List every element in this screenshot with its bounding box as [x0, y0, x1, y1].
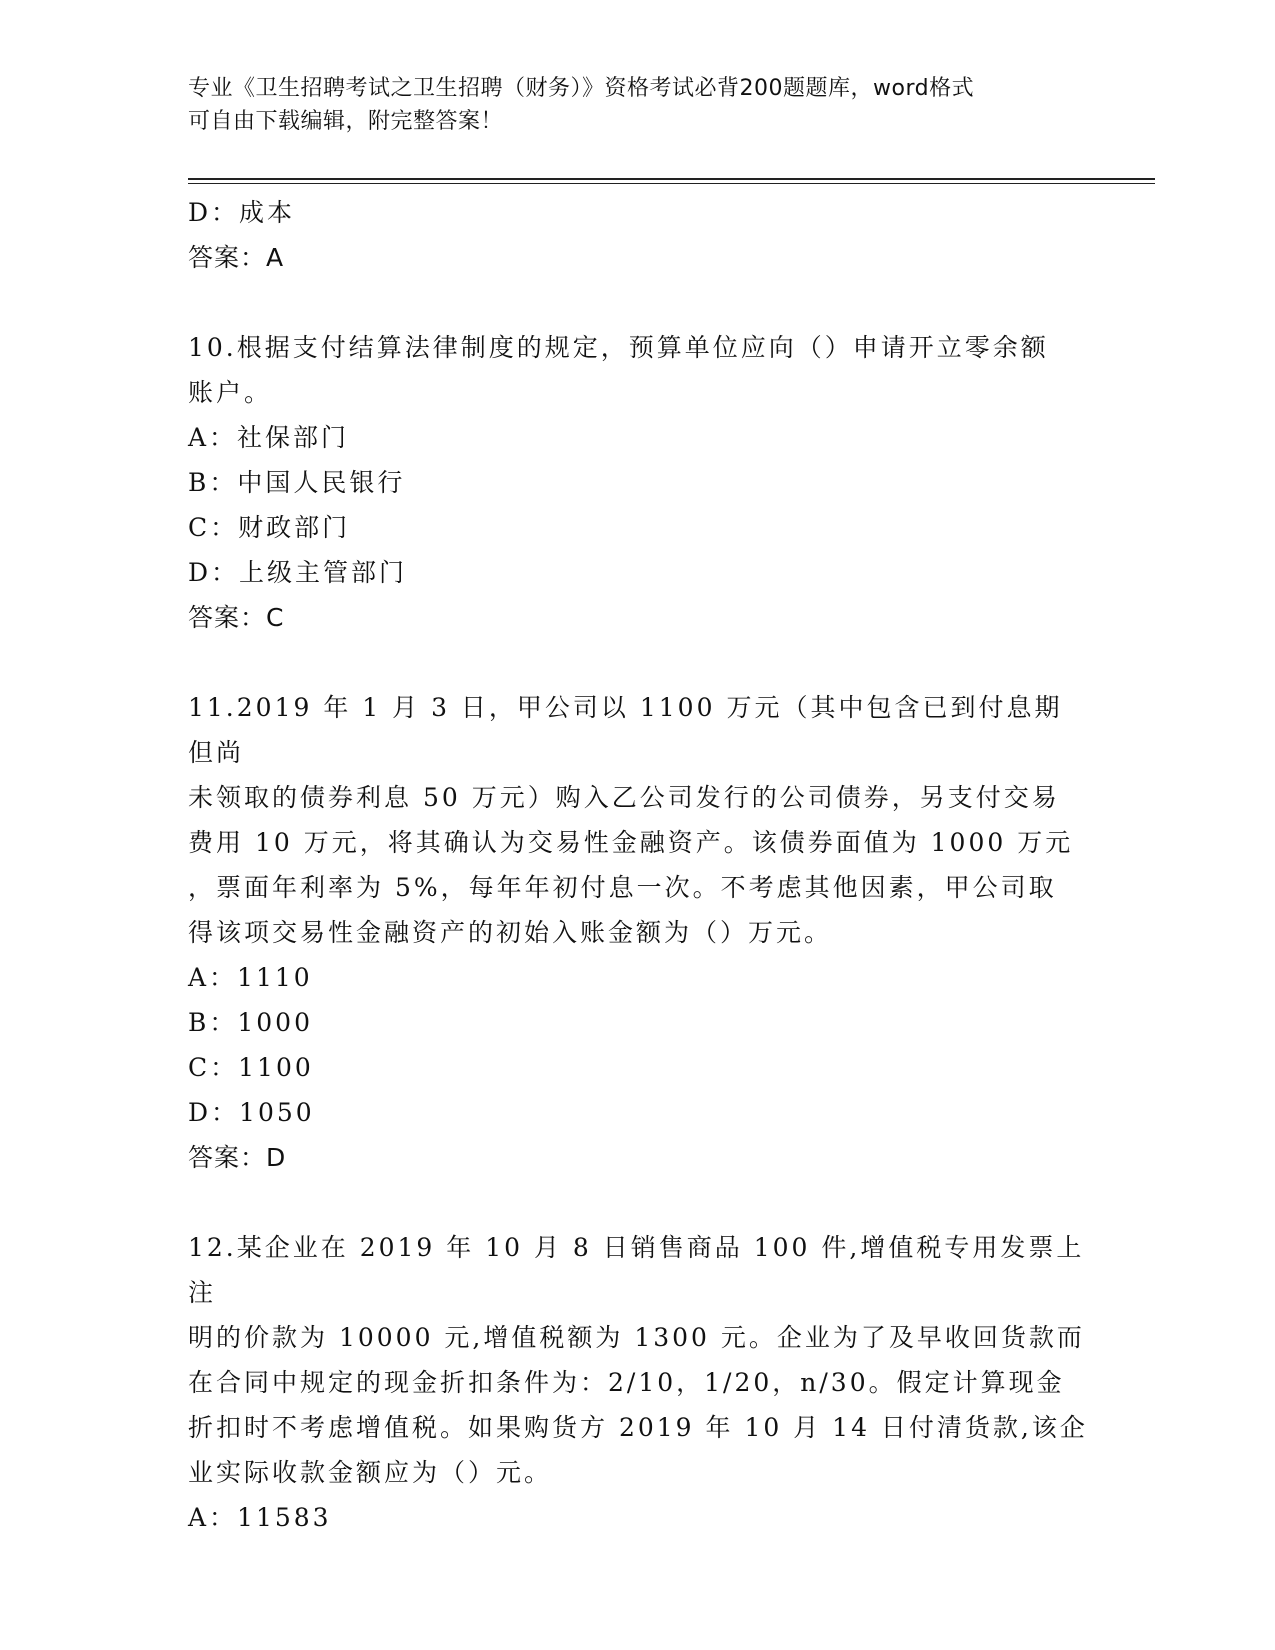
question-9-tail: [188, 190, 1088, 280]
page-header: [188, 72, 1068, 138]
question-stem-line: 11.2019 年 1 月 3 日，甲公司以 1100 万元（其中包含已到付息期但尚: [188, 693, 1063, 767]
question-10: [188, 325, 1088, 640]
question-stem-line: 未领取的债券利息 50 万元）购入乙公司发行的公司债券，另支付交易: [188, 783, 1060, 812]
option-a: A：1110: [188, 963, 313, 992]
header-divider-thick: [188, 178, 1155, 180]
spacer: [188, 640, 1088, 685]
option-c: C：1100: [188, 1053, 314, 1082]
option-a: A：社保部门: [188, 423, 350, 452]
question-stem-line: 折扣时不考虑增值税。如果购货方 2019 年 10 月 14 日付清货款,该企: [188, 1413, 1088, 1442]
header-divider-thin: [188, 183, 1155, 184]
question-stem-line: 10.根据支付结算法律制度的规定，预算单位应向（）申请开立零余额: [188, 333, 1049, 362]
option-d: D：成本: [188, 198, 296, 227]
header-title-line-1: 专业《卫生招聘考试之卫生招聘（财务）》资格考试必背200题题库，word格式: [188, 76, 975, 101]
option-b: B：中国人民银行: [188, 468, 406, 497]
option-b: B：1000: [188, 1008, 313, 1037]
question-stem-line: 12.某企业在 2019 年 10 月 8 日销售商品 100 件,增值税专用发票上注: [188, 1233, 1085, 1307]
question-stem-line: 得该项交易性金融资产的初始入账金额为（）万元。: [188, 918, 833, 947]
question-12: [188, 1225, 1088, 1540]
question-stem-line: 账户。: [188, 378, 273, 407]
option-d: D：上级主管部门: [188, 558, 408, 587]
spacer: [188, 280, 1088, 325]
question-stem-line: 在合同中规定的现金折扣条件为：2/10，1/20，n/30。假定计算现金: [188, 1368, 1065, 1397]
answer-line: 答案：A: [188, 243, 285, 272]
option-a: A：11583: [188, 1503, 332, 1532]
option-c: C：财政部门: [188, 513, 351, 542]
question-stem-line: ，票面年利率为 5%，每年年初付息一次。不考虑其他因素，甲公司取: [188, 873, 1057, 902]
question-11: [188, 685, 1088, 1180]
spacer: [188, 1180, 1088, 1225]
question-stem-line: 费用 10 万元，将其确认为交易性金融资产。该债券面值为 1000 万元: [188, 828, 1074, 857]
question-stem-line: 业实际收款金额应为（）元。: [188, 1458, 553, 1487]
option-d: D：1050: [188, 1098, 315, 1127]
answer-line: 答案：C: [188, 603, 285, 632]
question-stem-line: 明的价款为 10000 元,增值税额为 1300 元。企业为了及早收回货款而: [188, 1323, 1085, 1352]
header-title-line-2: 可自由下载编辑，附完整答案！: [188, 109, 504, 134]
answer-line: 答案：D: [188, 1143, 287, 1172]
page-content: [188, 190, 1088, 1540]
